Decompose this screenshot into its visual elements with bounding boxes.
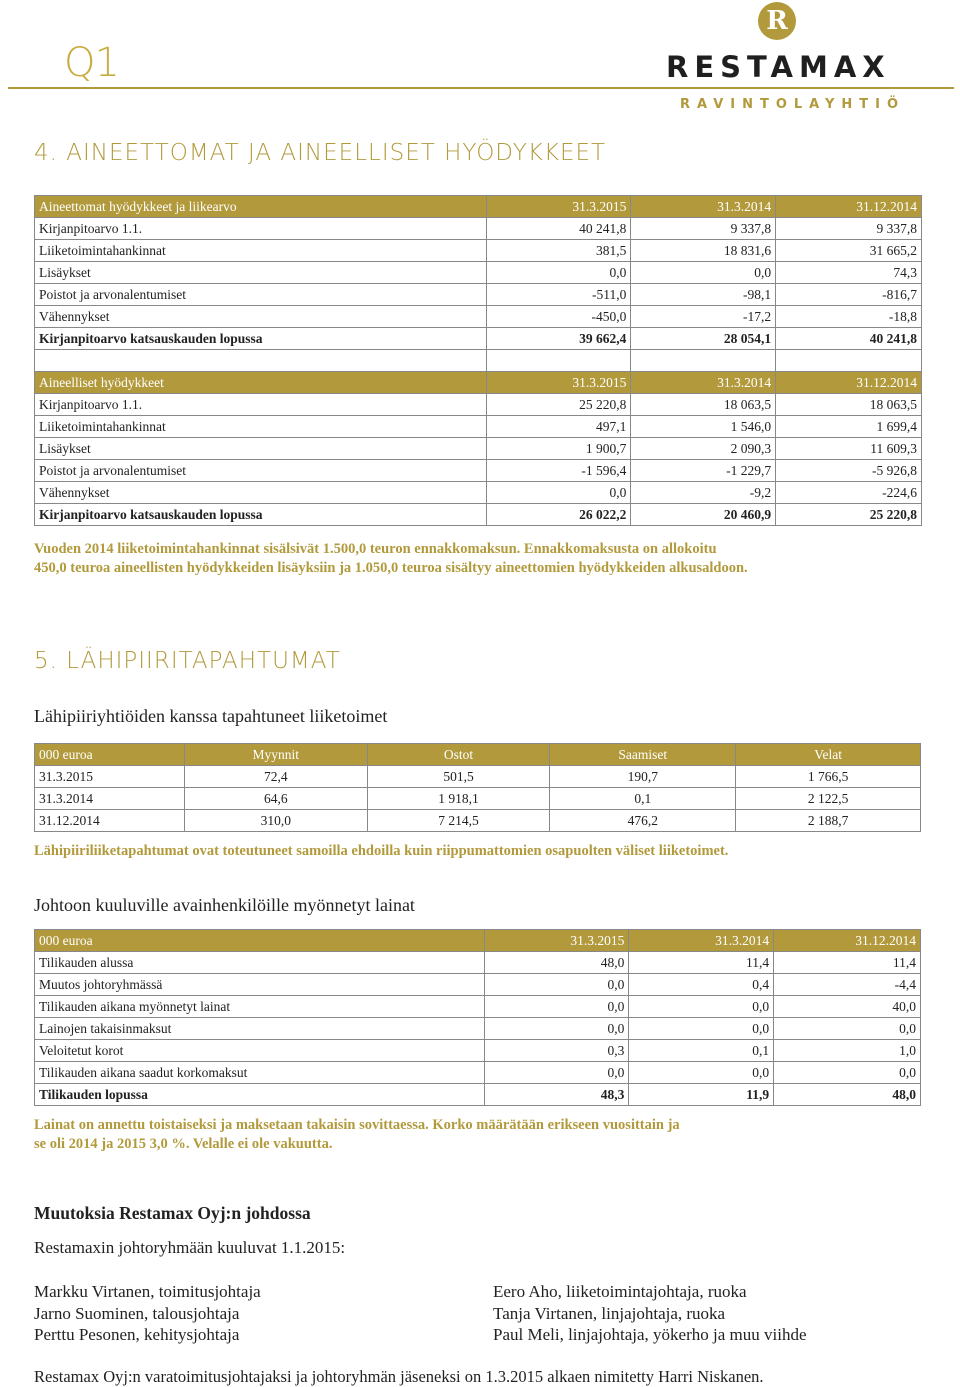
table-header-cell: 31.3.2015: [486, 196, 631, 218]
restamax-logo-subtitle: RAVINTOLAYHTIÖ: [680, 97, 906, 112]
table-header-row: [35, 372, 922, 394]
cell-value: 2 188,7: [736, 810, 921, 832]
table-row: [35, 996, 921, 1018]
table-row: [35, 952, 921, 974]
row-label: Kirjanpitoarvo katsauskauden lopussa: [35, 504, 487, 526]
table-row: [35, 1062, 921, 1084]
cell-value: 0,0: [486, 482, 631, 504]
cell-value: 1 699,4: [776, 416, 922, 438]
header-divider: [8, 87, 954, 89]
cell-value: 48,0: [484, 952, 629, 974]
cell-value: 18 063,5: [776, 394, 922, 416]
cell-value: 7 214,5: [367, 810, 550, 832]
cell-value: 26 022,2: [486, 504, 631, 526]
cell-value: 2 090,3: [631, 438, 776, 460]
table-row: [35, 1040, 921, 1062]
table-row: [35, 482, 922, 504]
cell-value: 72,4: [184, 766, 367, 788]
cell-value: 0,3: [484, 1040, 629, 1062]
row-label: Lisäykset: [35, 438, 487, 460]
cell-value: 0,1: [550, 788, 736, 810]
table-row: [35, 766, 921, 788]
cell-value: 40 241,8: [776, 328, 922, 350]
table-total-row: [35, 328, 922, 350]
list-item: Markku Virtanen, toimitusjohtaja: [34, 1282, 261, 1301]
row-label: 31.3.2015: [35, 766, 185, 788]
table-header-cell: 31.3.2014: [631, 372, 776, 394]
row-label: Muutos johtoryhmässä: [35, 974, 485, 996]
row-label: Tilikauden aikana saadut korkomaksut: [35, 1062, 485, 1084]
intangible-assets-table: [34, 195, 922, 526]
loans-note-line-2: se oli 2014 ja 2015 3,0 %. Velalle ei ole vakuutta.: [34, 1136, 333, 1152]
related-party-note: Lähipiiriliiketapahtumat ovat toteutuneet samoilla ehdoilla kuin riippumattomien osapuolten väliset liiketoimet.: [34, 843, 729, 859]
cell-value: 0,0: [629, 1018, 774, 1040]
cell-value: 310,0: [184, 810, 367, 832]
list-item: Eero Aho, liiketoimintajohtaja, ruoka: [493, 1282, 747, 1301]
list-item: Paul Meli, linjajohtaja, yökerho ja muu viihde: [493, 1325, 807, 1344]
table-row: [35, 460, 922, 482]
table-header-cell: 31.12.2014: [776, 372, 922, 394]
section-4-title: 4. AINEETTOMAT JA AINEELLISET HYÖDYKKEET: [34, 140, 607, 166]
cell-value: 1 918,1: [367, 788, 550, 810]
section-5-title: 5. LÄHIPIIRITAPAHTUMAT: [34, 648, 341, 674]
cell-value: 11 609,3: [776, 438, 922, 460]
cell-value: -18,8: [776, 306, 922, 328]
table-row: [35, 1018, 921, 1040]
cell-value: 0,0: [629, 1062, 774, 1084]
cell-value: -224,6: [776, 482, 922, 504]
row-label: Lisäykset: [35, 262, 487, 284]
list-item: Tanja Virtanen, linjajohtaja, ruoka: [493, 1303, 726, 1323]
table-header-row: [35, 196, 922, 218]
spacer-cell: [776, 350, 922, 372]
row-label: 31.3.2014: [35, 788, 185, 810]
row-label: Liiketoimintahankinnat: [35, 240, 487, 262]
row-label: Tilikauden aikana myönnetyt lainat: [35, 996, 485, 1018]
cell-value: 11,4: [774, 952, 921, 974]
cell-value: 48,0: [774, 1084, 921, 1106]
cell-value: -9,2: [631, 482, 776, 504]
table-header-cell: 31.3.2014: [629, 930, 774, 952]
table-header-cell: 31.3.2015: [486, 372, 631, 394]
table-row: [35, 974, 921, 996]
row-label: Poistot ja arvonalentumiset: [35, 460, 487, 482]
cell-value: 0,0: [774, 1062, 921, 1084]
table-header-cell: 000 euroa: [35, 930, 485, 952]
list-item: Perttu Pesonen, kehitysjohtaja: [34, 1325, 240, 1344]
cell-value: 2 122,5: [736, 788, 921, 810]
cell-value: 25 220,8: [486, 394, 631, 416]
table-row: [35, 394, 922, 416]
section-4-note-line-2: 450,0 teuroa aineellisten hyödykkeiden lisäyksiin ja 1.050,0 teuroa sisältyy aineettomien hyödykkeiden alkusaldoon.: [34, 560, 748, 576]
cell-value: 0,1: [629, 1040, 774, 1062]
section-4-note-line-1: Vuoden 2014 liiketoimintahankinnat sisälsivät 1.500,0 teuron ennakkomaksun. Ennakkomaksusta on allokoitu: [34, 541, 717, 557]
related-party-subtitle: Lähipiiriyhtiöiden kanssa tapahtuneet liiketoimet: [34, 706, 388, 726]
management-list-left: [34, 1281, 261, 1346]
table-row: [35, 810, 921, 832]
table-header-cell: Aineettomat hyödykkeet ja liikearvo: [35, 196, 487, 218]
cell-value: 48,3: [484, 1084, 629, 1106]
row-label: 31.12.2014: [35, 810, 185, 832]
row-label: Kirjanpitoarvo 1.1.: [35, 218, 487, 240]
list-item: Jarno Suominen, talousjohtaja: [34, 1303, 240, 1323]
cell-value: 11,4: [629, 952, 774, 974]
table-header-cell: 31.12.2014: [776, 196, 922, 218]
cell-value: 1 900,7: [486, 438, 631, 460]
row-label: Kirjanpitoarvo 1.1.: [35, 394, 487, 416]
cell-value: 1,0: [774, 1040, 921, 1062]
cell-value: -816,7: [776, 284, 922, 306]
cell-value: 0,0: [484, 1062, 629, 1084]
cell-value: 40,0: [774, 996, 921, 1018]
cell-value: 1 766,5: [736, 766, 921, 788]
key-personnel-loans-table: [34, 929, 921, 1106]
cell-value: 9 337,8: [631, 218, 776, 240]
table-row: [35, 306, 922, 328]
cell-value: 476,2: [550, 810, 736, 832]
spacer-cell: [35, 350, 487, 372]
cell-value: 0,4: [629, 974, 774, 996]
table-row: [35, 262, 922, 284]
cell-value: -1 596,4: [486, 460, 631, 482]
spacer-cell: [631, 350, 776, 372]
table-header-cell: Velat: [736, 744, 921, 766]
cell-value: 190,7: [550, 766, 736, 788]
cell-value: 31 665,2: [776, 240, 922, 262]
row-label: Vähennykset: [35, 306, 487, 328]
row-label: Lainojen takaisinmaksut: [35, 1018, 485, 1040]
loans-note-line-1: Lainat on annettu toistaiseksi ja maksetaan takaisin sovittaessa. Korko määrätään erikseen vuosittain ja: [34, 1117, 680, 1133]
table-total-row: [35, 1084, 921, 1106]
spacer-cell: [486, 350, 631, 372]
cell-value: -511,0: [486, 284, 631, 306]
cell-value: 18 831,6: [631, 240, 776, 262]
cell-value: 9 337,8: [776, 218, 922, 240]
cell-value: 20 460,9: [631, 504, 776, 526]
table-header-cell: 31.12.2014: [774, 930, 921, 952]
cell-value: 0,0: [486, 262, 631, 284]
cell-value: 381,5: [486, 240, 631, 262]
row-label: Veloitetut korot: [35, 1040, 485, 1062]
cell-value: -4,4: [774, 974, 921, 996]
cell-value: -5 926,8: [776, 460, 922, 482]
table-header-row: [35, 744, 921, 766]
cell-value: -17,2: [631, 306, 776, 328]
restamax-logo-text: RESTAMAX: [666, 50, 891, 84]
restamax-logo-mark: R: [758, 2, 796, 40]
table-row: [35, 788, 921, 810]
cell-value: 11,9: [629, 1084, 774, 1106]
management-title: Muutoksia Restamax Oyj:n johdossa: [34, 1203, 311, 1223]
cell-value: 64,6: [184, 788, 367, 810]
cell-value: 0,0: [484, 996, 629, 1018]
table-header-cell: Myynnit: [184, 744, 367, 766]
table-spacer-row: [35, 350, 922, 372]
cell-value: 497,1: [486, 416, 631, 438]
cell-value: 0,0: [484, 1018, 629, 1040]
cell-value: 1 546,0: [631, 416, 776, 438]
table-header-row: [35, 930, 921, 952]
quarter-label: Q1: [64, 40, 119, 86]
cell-value: 0,0: [774, 1018, 921, 1040]
row-label: Tilikauden lopussa: [35, 1084, 485, 1106]
cell-value: 40 241,8: [486, 218, 631, 240]
row-label: Vähennykset: [35, 482, 487, 504]
management-intro: Restamaxin johtoryhmään kuuluvat 1.1.2015:: [34, 1238, 346, 1257]
cell-value: 0,0: [629, 996, 774, 1018]
row-label: Liiketoimintahankinnat: [35, 416, 487, 438]
table-header-cell: 000 euroa: [35, 744, 185, 766]
cell-value: 501,5: [367, 766, 550, 788]
management-list-right: [493, 1281, 807, 1346]
cell-value: -450,0: [486, 306, 631, 328]
table-header-cell: 31.3.2015: [484, 930, 629, 952]
cell-value: 74,3: [776, 262, 922, 284]
cell-value: 28 054,1: [631, 328, 776, 350]
cell-value: 0,0: [484, 974, 629, 996]
cell-value: 0,0: [631, 262, 776, 284]
management-footer: Restamax Oyj:n varatoimitusjohtajaksi ja johtoryhmän jäseneksi on 1.3.2015 alkaen nimitetty Harri Niskanen.: [34, 1367, 764, 1386]
table-header-cell: 31.3.2014: [631, 196, 776, 218]
table-header-cell: Ostot: [367, 744, 550, 766]
table-row: [35, 284, 922, 306]
table-header-cell: Aineelliset hyödykkeet: [35, 372, 487, 394]
cell-value: -1 229,7: [631, 460, 776, 482]
row-label: Poistot ja arvonalentumiset: [35, 284, 487, 306]
table-row: [35, 240, 922, 262]
row-label: Kirjanpitoarvo katsauskauden lopussa: [35, 328, 487, 350]
loans-subtitle: Johtoon kuuluville avainhenkilöille myönnetyt lainat: [34, 895, 415, 915]
cell-value: 39 662,4: [486, 328, 631, 350]
table-row: [35, 218, 922, 240]
related-party-table: [34, 743, 921, 832]
row-label: Tilikauden alussa: [35, 952, 485, 974]
table-row: [35, 416, 922, 438]
cell-value: 25 220,8: [776, 504, 922, 526]
table-total-row: [35, 504, 922, 526]
cell-value: 18 063,5: [631, 394, 776, 416]
table-row: [35, 438, 922, 460]
table-header-cell: Saamiset: [550, 744, 736, 766]
cell-value: -98,1: [631, 284, 776, 306]
